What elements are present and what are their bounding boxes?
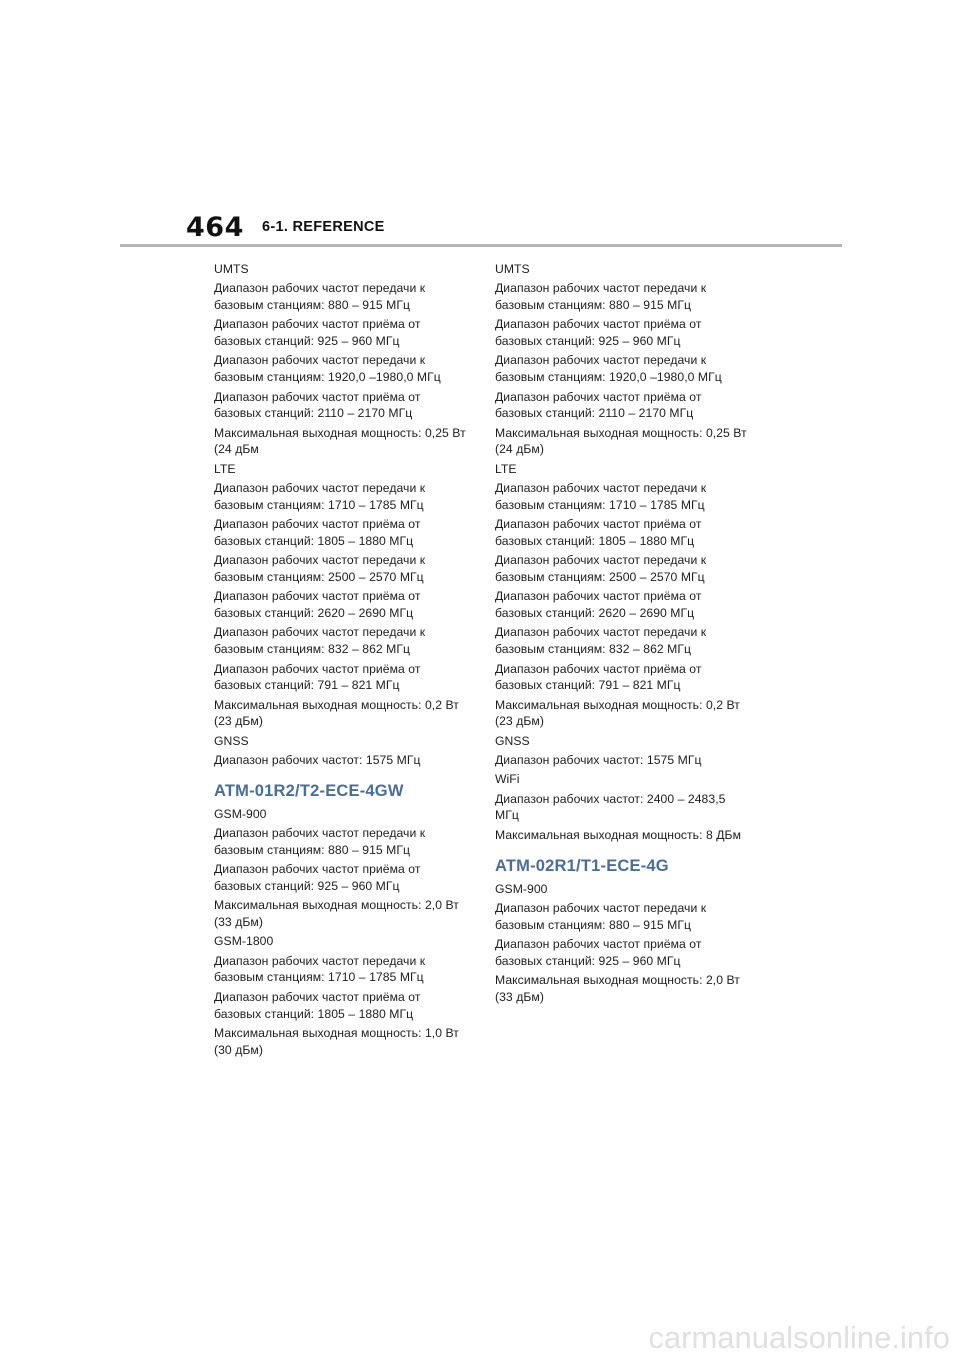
spec-line: Диапазон рабочих частот передачи к базовым станциям: 880 – 915 МГц	[214, 281, 426, 313]
spec-line: UMTS	[495, 262, 530, 276]
spec-line: Максимальная выходная мощность: 0,2 Вт (23 дБм)	[495, 697, 740, 729]
spec-line: GSM-900	[495, 881, 548, 896]
spec-line: Диапазон рабочих частот приёма от базовых станций: 925 – 960 МГц	[214, 317, 421, 349]
spec-line: Диапазон рабочих частот передачи к базовым станциям: 832 – 862 МГц	[214, 625, 426, 657]
spec-line: Диапазон рабочих частот приёма от базовых станций: 791 – 821 МГц	[214, 661, 421, 693]
spec-line: Диапазон рабочих частот передачи к базовым станциям: 880 – 915 МГц	[495, 281, 707, 313]
spec-line: Диапазон рабочих частот приёма от базовых станций: 2110 – 2170 МГц	[495, 389, 702, 421]
spec-line: Максимальная выходная мощность: 2,0 Вт (33 дБм)	[495, 972, 740, 1004]
spec-line: Диапазон рабочих частот передачи к базовым станциям: 1710 – 1785 МГц	[495, 481, 707, 512]
spec-line: GSM-900	[214, 806, 267, 821]
spec-line: LTE	[214, 461, 236, 476]
spec-line: Максимальная выходная мощность: 2,0 Вт (33 дБм)	[214, 898, 459, 930]
spec-line: Максимальная выходная мощность: 0,2 Вт (23 дБм)	[214, 697, 459, 729]
spec-line: Диапазон рабочих частот передачи к базовым станциям: 1710 – 1785 МГц	[214, 481, 426, 512]
spec-line: WiFi	[495, 772, 520, 787]
spec-line: Диапазон рабочих частот приёма от базовых станций: 2620 – 2690 МГц	[495, 589, 702, 621]
right-column	[495, 261, 747, 1008]
spec-line: Диапазон рабочих частот приёма от базовых станций: 2110 – 2170 МГц	[214, 389, 421, 421]
spec-line: Диапазон рабочих частот передачи к базовым станциям: 880 – 915 МГц	[495, 900, 707, 932]
spec-line: Диапазон рабочих частот передачи к базовым станциям: 832 – 862 МГц	[495, 625, 707, 657]
left-column	[214, 261, 466, 1061]
spec-line: Максимальная выходная мощность: 0,25 Вт (24 дБм	[214, 425, 466, 457]
spec-line: GNSS	[214, 733, 249, 748]
spec-line: Диапазон рабочих частот приёма от базовых станций: 925 – 960 МГц	[495, 317, 702, 349]
spec-line: Максимальная выходная мощность: 1,0 Вт (30 дБм)	[214, 1025, 459, 1057]
spec-line: Диапазон рабочих частот передачи к базовым станциям: 2500 – 2570 МГц	[495, 553, 707, 585]
page-header	[0, 0, 960, 250]
section-heading: ATM-01R2/T2-ECE-4GW	[214, 781, 404, 800]
spec-line: Диапазон рабочих частот: 1575 МГц	[495, 753, 702, 768]
spec-line: Диапазон рабочих частот: 2400 – 2483,5 МГц	[495, 791, 726, 823]
header-divider	[120, 244, 842, 247]
section-title: 6-1. REFERENCE	[262, 219, 385, 235]
spec-line: GSM-1800	[214, 934, 274, 949]
spec-line: Диапазон рабочих частот приёма от базовых станций: 1805 – 1880 МГц	[214, 517, 421, 548]
spec-line: LTE	[495, 461, 517, 476]
spec-line: Диапазон рабочих частот приёма от базовых станций: 2620 – 2690 МГц	[214, 589, 421, 621]
spec-line: Максимальная выходная мощность: 0,25 Вт (24 дБм)	[495, 425, 747, 457]
spec-line: Диапазон рабочих частот приёма от базовых станций: 925 – 960 МГц	[495, 936, 702, 968]
spec-line: Диапазон рабочих частот: 1575 МГц	[214, 753, 421, 768]
spec-line: Диапазон рабочих частот передачи к базовым станциям: 1920,0 –1980,0 МГц	[214, 353, 441, 385]
spec-line: Диапазон рабочих частот передачи к базовым станциям: 1920,0 –1980,0 МГц	[495, 353, 722, 385]
spec-line: Диапазон рабочих частот приёма от базовых станций: 1805 – 1880 МГц	[495, 517, 702, 548]
spec-line: Диапазон рабочих частот передачи к базовым станциям: 1710 – 1785 МГц	[214, 953, 426, 985]
section-heading: ATM-02R1/T1-ECE-4G	[495, 856, 669, 875]
spec-line: Диапазон рабочих частот приёма от базовых станций: 791 – 821 МГц	[495, 661, 702, 693]
spec-line: Диапазон рабочих частот приёма от базовых станций: 925 – 960 МГц	[214, 862, 421, 893]
spec-line: Диапазон рабочих частот передачи к базовым станциям: 2500 – 2570 МГц	[214, 553, 426, 585]
spec-line: UMTS	[214, 262, 249, 276]
spec-line: Диапазон рабочих частот приёма от базовых станций: 1805 – 1880 МГц	[214, 989, 421, 1021]
footer-watermark: carmanualsonline.info	[648, 1320, 950, 1355]
page-number: 464	[186, 212, 244, 243]
spec-line: Максимальная выходная мощность: 8 ДБм	[495, 827, 741, 842]
spec-line: Диапазон рабочих частот передачи к базовым станциям: 880 – 915 МГц	[214, 826, 426, 857]
spec-line: GNSS	[495, 733, 530, 748]
